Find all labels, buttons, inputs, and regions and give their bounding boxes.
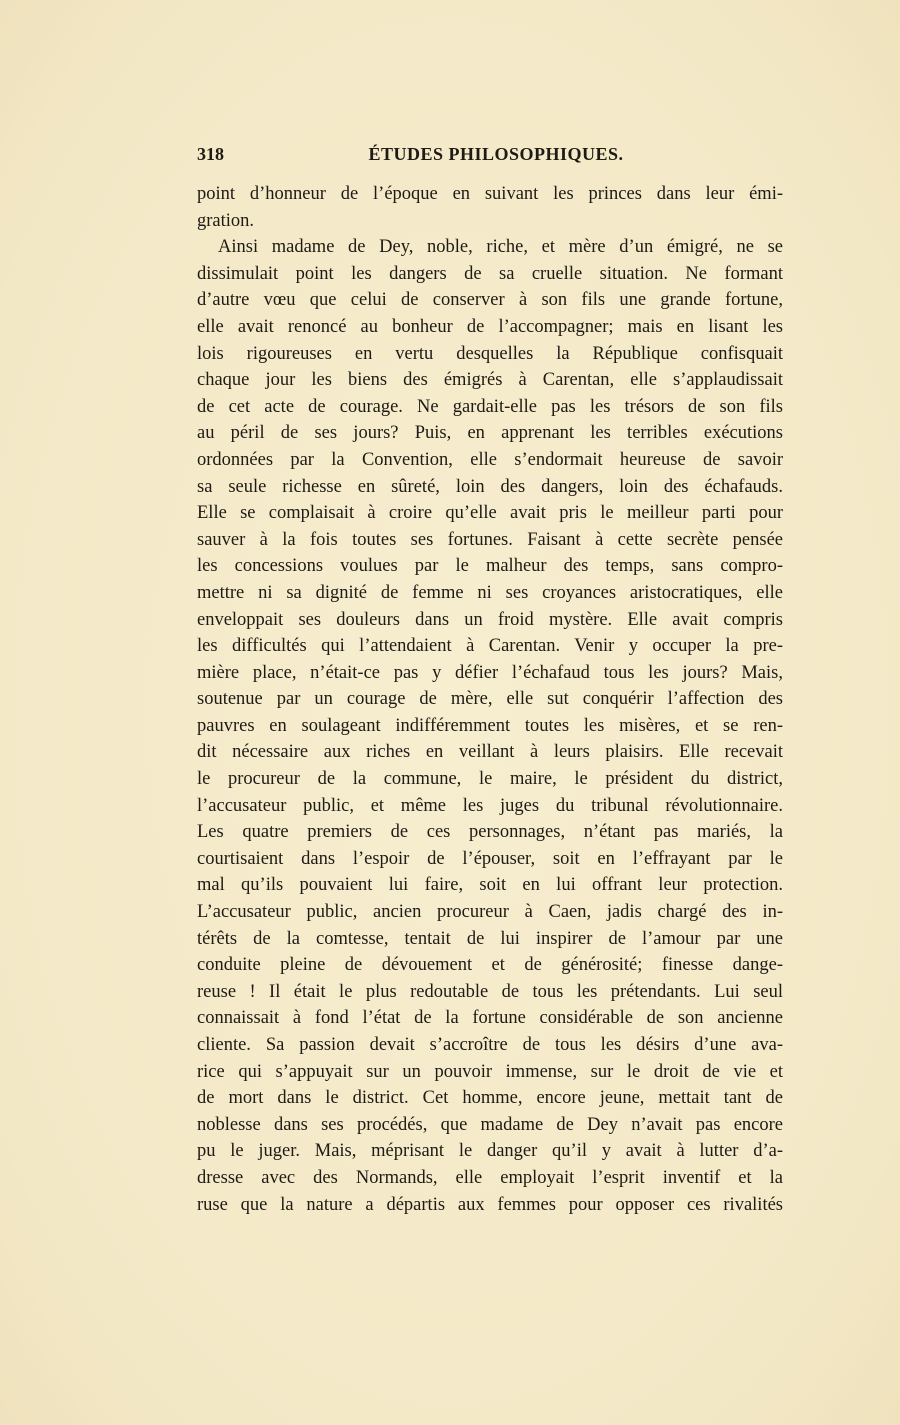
text-line: soutenue par un courage de mère, elle sut conquérir l’affection des <box>197 689 783 710</box>
text-line: sauver à la fois toutes ses fortunes. Faisant à cette secrète pensée <box>197 529 783 550</box>
text-line: L’accusateur public, ancien procureur à Caen, jadis chargé des in- <box>197 902 783 923</box>
text-line: d’autre vœu que celui de conserver à son fils une grande fortune, <box>197 290 783 311</box>
text-line: Les quatre premiers de ces personnages, n’étant pas mariés, la <box>197 822 783 843</box>
text-line: de mort dans le district. Cet homme, encore jeune, mettait tant de <box>197 1088 783 1109</box>
text-line: mettre ni sa dignité de femme ni ses croyances aristocratiques, elle <box>197 582 783 603</box>
page-number: 318 <box>197 144 224 164</box>
text-line: conduite pleine de dévouement et de générosité; finesse dange- <box>197 955 783 976</box>
text-line: Ainsi madame de Dey, noble, riche, et mère d’un émigré, ne se <box>218 237 783 258</box>
text-line: chaque jour les biens des émigrés à Carentan, elle s’applaudissait <box>197 370 783 391</box>
text-line: gration. <box>197 210 255 231</box>
text-line: ruse que la nature a départis aux femmes pour opposer ces rivalités <box>197 1194 783 1215</box>
body-text <box>197 181 783 1218</box>
text-line: dit nécessaire aux riches en veillant à leurs plaisirs. Elle recevait <box>197 742 783 763</box>
text-line: connaissait à fond l’état de la fortune considérable de son ancienne <box>197 1008 783 1029</box>
text-line: rice qui s’appuyait sur un pouvoir immense, sur le droit de vie et <box>197 1061 783 1082</box>
text-line: mière place, n’était-ce pas y défier l’échafaud tous les jours? Mais, <box>197 662 783 683</box>
text-line: l’accusateur public, et même les juges du tribunal révolutionnaire. <box>197 795 783 816</box>
text-line: les difficultés qui l’attendaient à Carentan. Venir y occuper la pre- <box>197 636 783 657</box>
text-line: lois rigoureuses en vertu desquelles la République confisquait <box>197 343 783 364</box>
text-line: térêts de la comtesse, tentait de lui inspirer de l’amour par une <box>197 928 783 949</box>
text-line: ordonnées par la Convention, elle s’endormait heureuse de savoir <box>197 449 783 470</box>
text-line: le procureur de la commune, le maire, le président du district, <box>197 769 783 790</box>
text-line: sa seule richesse en sûreté, loin des dangers, loin des échafauds. <box>197 476 783 497</box>
text-line: cliente. Sa passion devait s’accroître de tous les désirs d’une ava- <box>197 1035 783 1055</box>
text-line: dissimulait point les dangers de sa cruelle situation. Ne formant <box>197 263 783 284</box>
running-title: ÉTUDES PHILOSOPHIQUES. <box>368 144 624 164</box>
text-line: pauvres en soulageant indifféremment toutes les misères, et se ren- <box>197 715 783 736</box>
text-line: pu le juger. Mais, méprisant le danger qu’il y avait à lutter d’a- <box>197 1141 783 1162</box>
text-line: les concessions voulues par le malheur des temps, sans compro- <box>197 556 783 577</box>
text-line: enveloppait ses douleurs dans un froid mystère. Elle avait compris <box>197 609 783 630</box>
text-line: point d’honneur de l’époque en suivant les princes dans leur émi- <box>197 184 783 204</box>
text-line: courtisaient dans l’espoir de l’épouser, soit en l’effrayant par le <box>197 848 783 869</box>
text-line: de cet acte de courage. Ne gardait-elle pas les trésors de son fils <box>197 396 783 417</box>
text-line: noblesse dans ses procédés, que madame de Dey n’avait pas encore <box>197 1114 783 1135</box>
text-line: reuse ! Il était le plus redoutable de tous les prétendants. Lui seul <box>197 981 783 1002</box>
text-line: Elle se complaisait à croire qu’elle avait pris le meilleur parti pour <box>197 503 783 524</box>
text-line: elle avait renoncé au bonheur de l’accompagner; mais en lisant les <box>197 316 783 337</box>
text-line: au péril de ses jours? Puis, en apprenant les terribles exécutions <box>197 423 783 444</box>
text-line: dresse avec des Normands, elle employait l’esprit inventif et la <box>197 1167 783 1188</box>
page-header <box>197 144 785 170</box>
text-line: mal qu’ils pouvaient lui faire, soit en lui offrant leur protection. <box>197 875 783 896</box>
